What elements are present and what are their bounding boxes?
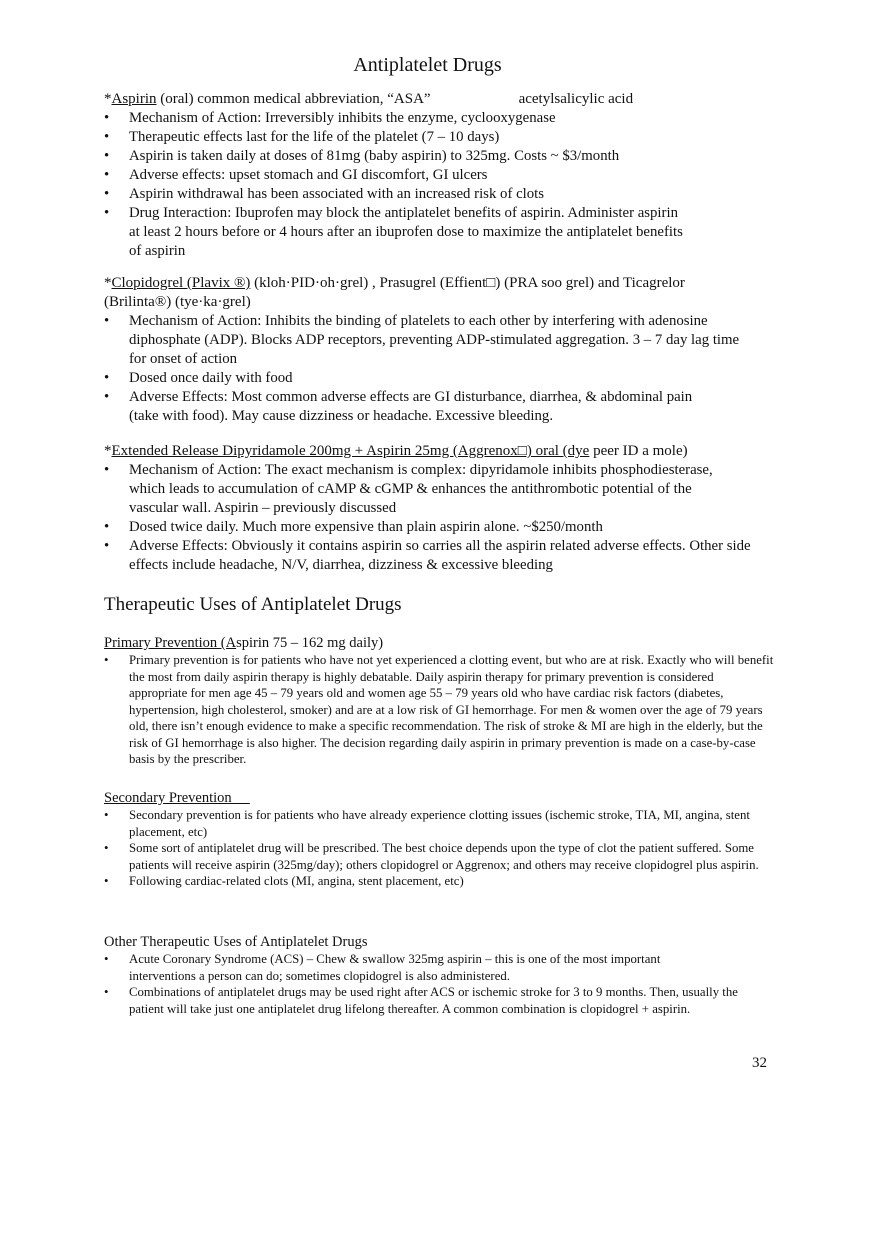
aspirin-chemical-name: acetylsalicylic acid xyxy=(518,91,634,107)
primary-prevention-bullets xyxy=(104,652,774,768)
page-number: 32 xyxy=(752,1055,767,1071)
list-item: • Adverse Effects: Obviously it contains aspirin so carries all the aspirin related adverse effects. Other side effects include headache, N/V, diarrhea, dizziness & excessive bleeding xyxy=(104,537,784,575)
secondary-prevention-bullets xyxy=(104,807,764,890)
list-item: • Dosed once daily with food xyxy=(104,369,784,388)
dipyridamole-header-rest: peer ID a mole) xyxy=(589,443,688,459)
therapeutic-uses-title: Therapeutic Uses of Antiplatelet Drugs xyxy=(104,594,402,615)
list-item: • Some sort of antiplatelet drug will be prescribed. The best choice depends upon the type of clot the patient suffered. Some patients will receive aspirin (325mg/day); others clopidogrel or Aggrenox; and others may receive clopidogrel plus aspirin. xyxy=(104,840,764,873)
primary-prevention-section xyxy=(104,634,774,768)
aspirin-bullets xyxy=(104,109,784,261)
clopidogrel-name: Clopidogrel (Plavix ®) xyxy=(111,275,251,291)
list-item: • Drug Interaction: Ibuprofen may block the antiplatelet benefits of aspirin. Administer aspirin at least 2 hours before or 4 hours after an ibuprofen dose to maximize the antiplatelet benefits of aspirin xyxy=(104,204,784,261)
clopidogrel-bullets xyxy=(104,312,784,426)
dipyridamole-header: *Extended Release Dipyridamole 200mg + Aspirin 25mg (Aggrenox□) oral (dye peer ID a mole) xyxy=(104,443,688,459)
dipyridamole-name: Extended Release Dipyridamole 200mg + Aspirin 25mg (Aggrenox□) oral (dye xyxy=(111,443,590,459)
dipyridamole-section xyxy=(104,442,784,575)
list-item: • Combinations of antiplatelet drugs may be used right after ACS or ischemic stroke for 3 to 9 months. Then, usually the patient will take just one antiplatelet drug lifelong thereafter. A common combination is clopidogrel + aspirin. xyxy=(104,984,744,1017)
list-item: • Mechanism of Action: Irreversibly inhibits the enzyme, cyclooxygenase xyxy=(104,109,784,128)
list-item: • Aspirin is taken daily at doses of 81mg (baby aspirin) to 325mg. Costs ~ $3/month xyxy=(104,147,784,166)
dipyridamole-bullets xyxy=(104,461,784,575)
aspirin-header: *Aspirin (oral) common medical abbreviation, “ASA” acetylsalicylic acid xyxy=(104,91,634,107)
list-item: • Mechanism of Action: The exact mechanism is complex: dipyridamole inhibits phosphodiesterase, which leads to accumulation of cAMP & cGMP & enhances the antithrombotic potential of the vascular wall. Aspirin – previously discussed xyxy=(104,461,784,518)
primary-heading-rest: spirin 75 – 162 mg daily) xyxy=(236,635,384,651)
secondary-prevention-heading: Secondary Prevention xyxy=(104,790,250,806)
aspirin-name: Aspirin xyxy=(111,91,157,107)
list-item: • Secondary prevention is for patients who have already experience clotting issues (ischemic stroke, TIA, MI, angina, stent placement, etc) xyxy=(104,807,764,840)
list-item: • Primary prevention is for patients who have not yet experienced a clotting event, but who are at risk. Exactly who will benefit the most from daily aspirin therapy is highly debatable. Daily aspirin therapy for primary prevention is considered appropriate for men age 45 – 79 years old and women age 55 – 79 years old who have cardiac risk factors (diabetes, hypertension, high cholesterol, smoker) and are at a low risk of GI hemorrhage. For men & women over the age of 79 years old, there isn’t enough evidence to make a specific recommendation. The risk of stroke & MI are high in the elderly, but the risk of GI hemorrhage is also higher. The decision regarding daily aspirin in primary prevention is made on a case-by-case basis by the prescriber. xyxy=(104,652,774,768)
list-item: • Dosed twice daily. Much more expensive than plain aspirin alone. ~$250/month xyxy=(104,518,784,537)
other-uses-section xyxy=(104,933,744,1017)
list-item: • Adverse effects: upset stomach and GI discomfort, GI ulcers xyxy=(104,166,784,185)
list-item: • Acute Coronary Syndrome (ACS) – Chew & swallow 325mg aspirin – this is one of the most important interventions a person can do; sometimes clopidogrel is also administered. xyxy=(104,951,744,984)
other-uses-bullets xyxy=(104,951,744,1017)
primary-heading-underlined: Primary Prevention (A xyxy=(104,635,237,651)
list-item: • Mechanism of Action: Inhibits the binding of platelets to each other by interfering with adenosine diphosphate (ADP). Blocks ADP receptors, preventing ADP-stimulated aggregation. 3 – 7 day lag time for onset of action xyxy=(104,312,784,369)
aspirin-header-rest: (oral) common medical abbreviation, “ASA” xyxy=(156,91,431,107)
clopidogrel-header-rest: (kloh·PID·oh·grel) , Prasugrel (Effient□) (PRA soo grel) and Ticagrelor (Brilinta®) (tye·ka·grel) xyxy=(104,275,685,310)
list-item: • Adverse Effects: Most common adverse effects are GI disturbance, diarrhea, & abdominal pain (take with food). May cause dizziness or headache. Excessive bleeding. xyxy=(104,388,784,426)
page-title: Antiplatelet Drugs xyxy=(353,54,502,76)
primary-prevention-heading xyxy=(104,634,774,652)
list-item: • Aspirin withdrawal has been associated with an increased risk of clots xyxy=(104,185,784,204)
clopidogrel-section xyxy=(104,274,784,426)
clopidogrel-header: *Clopidogrel (Plavix ®) (kloh·PID·oh·grel) , Prasugrel (Effient□) (PRA soo grel) and Ticagrelor (Brilinta®) (tye·ka·grel) xyxy=(104,275,685,310)
other-uses-heading: Other Therapeutic Uses of Antiplatelet Drugs xyxy=(104,934,368,950)
aspirin-section xyxy=(104,90,784,261)
list-item: • Therapeutic effects last for the life of the platelet (7 – 10 days) xyxy=(104,128,784,147)
list-item: • Following cardiac-related clots (MI, angina, stent placement, etc) xyxy=(104,873,764,890)
secondary-prevention-section xyxy=(104,789,764,890)
